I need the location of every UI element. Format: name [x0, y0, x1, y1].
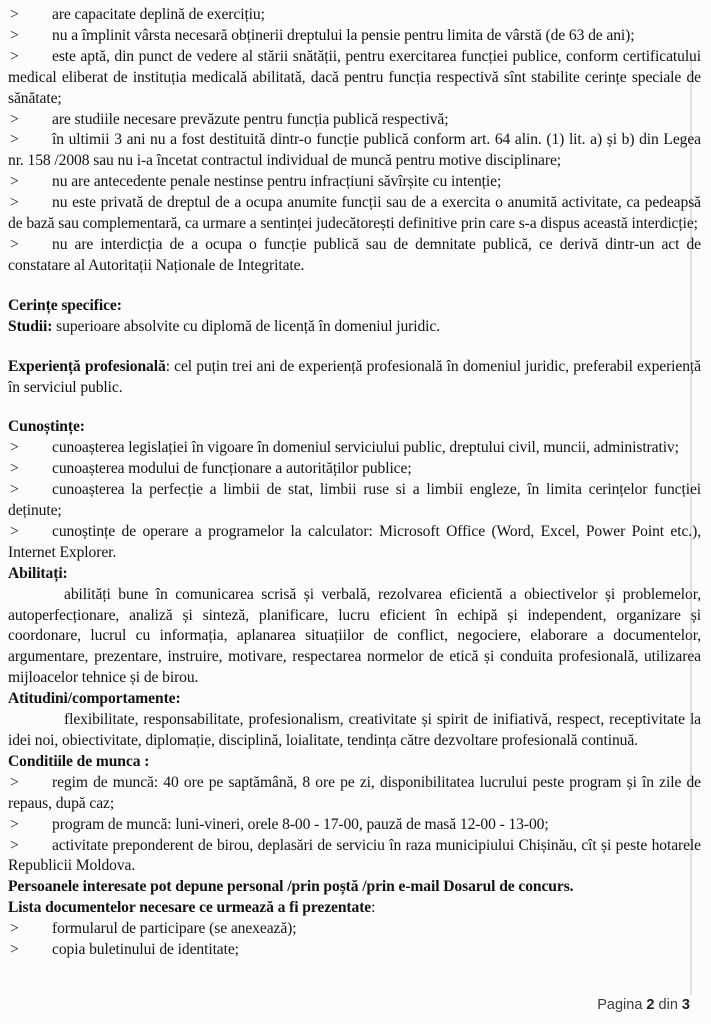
- labeled-body-text: superioare absolvite cu diplomă de licență în domeniul juridic.: [52, 317, 441, 335]
- bullet-text: regim de muncă: 40 ore pe saptămână, 8 ore pe zi, disponibilitatea lucrului peste program și în zile de repaus, după caz;: [8, 773, 701, 812]
- bullet-item: [8, 130, 701, 172]
- bullet-marker-icon: >: [10, 6, 19, 23]
- bullet-marker-icon: >: [10, 815, 19, 833]
- bullet-item: [8, 919, 701, 940]
- bullet-marker-icon: >: [10, 173, 19, 191]
- paragraph: flexibilitate, responsabilitate, profesionalism, creativitate și spirit de inifiativă, respect, receptivitate la idei noi, obiectivitate, diplomație, disciplină, loialitate, tendința către dezvoltare profesională continuă.: [8, 711, 701, 749]
- bullet-text: nu are antecedente penale nestinse pentru infracțiuni săvîrșite cu intenție;: [52, 173, 502, 191]
- bullet-text: în ultimii 3 ani nu a fost destituită dintr-o funcție publică conform art. 64 alin. (1) lit. a) și b) din Legea nr. 158 /2008 sau nu i-a încetat contractul individual de muncă pentru motive disciplinare;: [8, 131, 701, 170]
- bullet-item: [8, 480, 701, 522]
- bullet-item: [8, 773, 701, 815]
- footer-total-pages: 3: [681, 997, 690, 1013]
- footer-page-label: [597, 997, 690, 1013]
- labeled-paragraph: [8, 898, 701, 919]
- bullet-item: [8, 940, 701, 961]
- bullet-marker-icon: >: [10, 836, 19, 854]
- bullet-text: copia buletinului de identitate;: [52, 941, 239, 959]
- labeled-paragraph: [8, 317, 701, 338]
- bullet-text: nu este privată de dreptul de a ocupa anumite funcții sau de a exercita o anumită activitate, ca pedeapsă de bază sau complementară, ca urmare a sentinței judecătorești definitive prin care s-a dispus această interdicție;: [8, 194, 701, 233]
- section-heading: Persoanele interesate pot depune personal /prin poștă /prin e-mail Dosarul de concurs.: [8, 878, 574, 896]
- bullet-marker-icon: >: [10, 481, 19, 499]
- bullet-text: program de muncă: luni-vineri, orele 8-00 - 17-00, pauză de masă 12-00 - 13-00;: [52, 815, 549, 833]
- footer-separator: din: [658, 997, 678, 1013]
- bullet-marker-icon: >: [10, 47, 19, 65]
- section-heading: Cunoștințe:: [8, 418, 85, 436]
- section-heading: Atitudini/comportamente:: [8, 690, 181, 708]
- bullet-item: [8, 235, 701, 277]
- bullet-marker-icon: >: [10, 522, 19, 540]
- bullet-item: [8, 438, 701, 459]
- labeled-body-text: :: [371, 899, 376, 917]
- bullet-text: are studiile necesare prevăzute pentru funcția publică respectivă;: [52, 110, 449, 128]
- bullet-text: are capacitate deplină de exercițiu;: [52, 6, 265, 23]
- bullet-item: [8, 47, 701, 110]
- bullet-item: [8, 110, 701, 131]
- bullet-marker-icon: >: [10, 941, 19, 959]
- bullet-marker-icon: >: [10, 194, 19, 212]
- section-heading: Conditiile de munca :: [8, 752, 150, 770]
- bullet-text: activitate preponderent de birou, deplasări de serviciu în raza municipiului Chișinău, cît și peste hotarele Republicii Moldova.: [8, 836, 701, 875]
- bullet-text: formularul de participare (se anexează);: [52, 920, 297, 938]
- bullet-item: [8, 193, 701, 235]
- footer-page-number: 2: [646, 997, 655, 1013]
- label-text: Studii:: [8, 317, 53, 335]
- bullet-marker-icon: >: [10, 235, 19, 253]
- bullet-item: [8, 815, 701, 836]
- label-text: Lista documentelor necesare ce urmează a fi prezentate: [8, 899, 372, 917]
- bullet-marker-icon: >: [10, 439, 19, 457]
- bullet-text: cunoașterea modului de funcționare a autorităților publice;: [52, 460, 412, 478]
- labeled-paragraph: [8, 357, 701, 399]
- blank-line: [8, 338, 701, 357]
- bullet-marker-icon: >: [10, 110, 19, 128]
- bullet-text: cunoștințe de operare a programelor la calculator: Microsoft Office (Word, Excel, Power Point etc.), Internet Explorer.: [8, 522, 701, 561]
- footer-prefix: Pagina: [597, 997, 643, 1013]
- paragraph: abilități bune în comunicarea scrisă și verbală, rezolvarea eficientă a obiectivelor și problemelor, autoperfecționare, analiză și sinteză, planificare, lucru eficient în echipă și independent, organizare și coordonare, lucrul cu informația, aplanarea situațiilor de conflict, negociere, elaborare a documentelor, argumentare, prezentare, instruire, motivare, respectarea normelor de etică și conduita profesională, utilizarea mijloacelor tehnice și de birou.: [8, 585, 701, 687]
- bullet-text: cunoașterea la perfecție a limbii de stat, limbii ruse si a limbii engleze, în limita cerințelor funcției deținute;: [8, 481, 701, 520]
- bullet-item: [8, 5, 701, 26]
- bullet-text: nu are interdicția de a ocupa o funcție publică sau de demnitate publică, ce derivă dintr-un act de constatare al Autoritații Naționale de Integritate.: [8, 235, 701, 274]
- labeled-body-text: : cel puțin trei ani de experiență profesională în domeniul juridic, preferabil experiență în serviciul public.: [8, 357, 701, 396]
- bullet-marker-icon: >: [10, 131, 19, 149]
- bullet-item: [8, 522, 701, 564]
- bullet-item: [8, 172, 701, 193]
- bullet-text: nu a împlinit vârsta necesară obținerii dreptului la pensie pentru limita de vârstă (de 63 de ani);: [52, 26, 635, 44]
- bullet-item: [8, 459, 701, 480]
- bullet-text: cunoașterea legislației în vigoare în domeniul serviciului public, dreptului civil, muncii, administrativ;: [52, 439, 679, 457]
- bullet-item: [8, 26, 701, 47]
- section-heading: Cerințe specifice:: [8, 296, 122, 314]
- bullet-marker-icon: >: [10, 773, 19, 791]
- section-heading: Abilitați:: [8, 564, 68, 582]
- page-footer: [597, 997, 690, 1013]
- bullet-marker-icon: >: [10, 920, 19, 938]
- label-text: Experiență profesională: [8, 357, 166, 375]
- blank-line: [8, 398, 701, 417]
- bullet-text: este aptă, din punct de vedere al stării snătății, pentru exercitarea funcției publice, conform certificatului medical eliberat de instituția medicală abilitată, dacă pentru funcția respectivă sînt stabilite cerințe speciale de sănătate;: [8, 47, 701, 107]
- blank-line: [8, 277, 701, 296]
- bullet-item: [8, 836, 701, 878]
- bullet-marker-icon: >: [10, 26, 19, 44]
- bullet-marker-icon: >: [10, 460, 19, 478]
